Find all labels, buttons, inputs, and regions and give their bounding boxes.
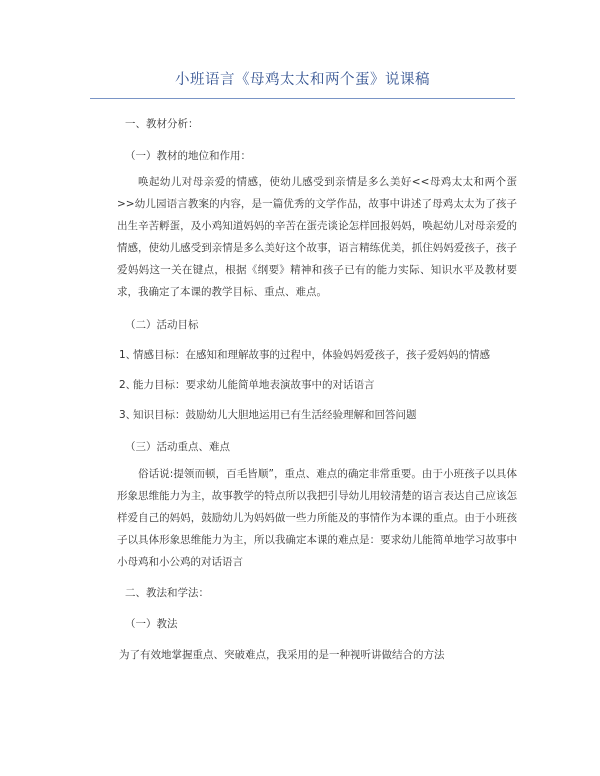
page-title: 小班语言《母鸡太太和两个蛋》说课稿 bbox=[175, 72, 430, 88]
paragraph-key-points: 俗话说:提领而顿，百毛皆顺”，重点、难点的确定非常重要。由于小班孩子以具体形象思维能力为主，故事教学的特点所以我把引导幼儿用较清楚的语言表达自己应该怎样爱自己的妈妈，鼓励幼儿为妈妈做一些力所能及的事情作为本课的重点。由于小班孩子以具体形象思维能力为主，所以我确定本课的难点是：要求幼儿能简单地学习故事中小母鸡和小公鸡的对话语言 bbox=[117, 468, 517, 568]
section-heading-methods: 二、教法和学法： bbox=[125, 587, 209, 599]
list-number: 1、 bbox=[119, 349, 137, 361]
list-item-text: 情感目标：在感知和理解故事的过程中，体验妈妈爱孩子，孩子爱妈妈的情感 bbox=[133, 349, 490, 361]
list-item-text: 知识目标：鼓励幼儿大胆地运用已有生活经验理解和回答问题 bbox=[133, 409, 417, 421]
title-divider bbox=[90, 98, 515, 99]
paragraph-teaching-method: 为了有效地掌握重点、突破难点，我采用的是一种视听讲做结合的方法 bbox=[119, 649, 445, 661]
list-item-goal-emotion bbox=[119, 348, 490, 362]
subsection-heading-key-points: （三）活动重点、难点 bbox=[125, 441, 230, 453]
list-item-goal-knowledge bbox=[119, 408, 417, 422]
section-heading-teaching-material: 一、教材分析： bbox=[125, 118, 199, 130]
list-number: 2、 bbox=[119, 379, 137, 391]
list-number: 3、 bbox=[119, 409, 137, 421]
paragraph-status: 唤起幼儿对母亲爱的情感，使幼儿感受到亲情是多么美好<<母鸡太太和两个蛋>>幼儿园语言教案的内容，是一篇优秀的文学作品，故事中讲述了母鸡太太为了孩子出生辛苦孵蛋，及小鸡知道妈妈的辛苦在蛋壳谈论怎样回报妈妈，唤起幼儿对母亲爱的情感，使幼儿感受到亲情是多么美好这个故事，语言精练优美，抓住妈妈爱孩子，孩子爱妈妈这一关在键点，根据《纲要》精神和孩子已有的能力实际、知识水平及教材要求，我确定了本课的教学目标、重点、难点。 bbox=[117, 176, 517, 298]
list-item-goal-ability bbox=[119, 378, 375, 392]
subsection-heading-goals: （二）活动目标 bbox=[125, 319, 199, 331]
subsection-heading-teaching-method: （一）教法 bbox=[125, 618, 178, 630]
subsection-heading-status: （一）教材的地位和作用： bbox=[125, 150, 251, 162]
list-item-text: 能力目标：要求幼儿能简单地表演故事中的对话语言 bbox=[133, 379, 375, 391]
